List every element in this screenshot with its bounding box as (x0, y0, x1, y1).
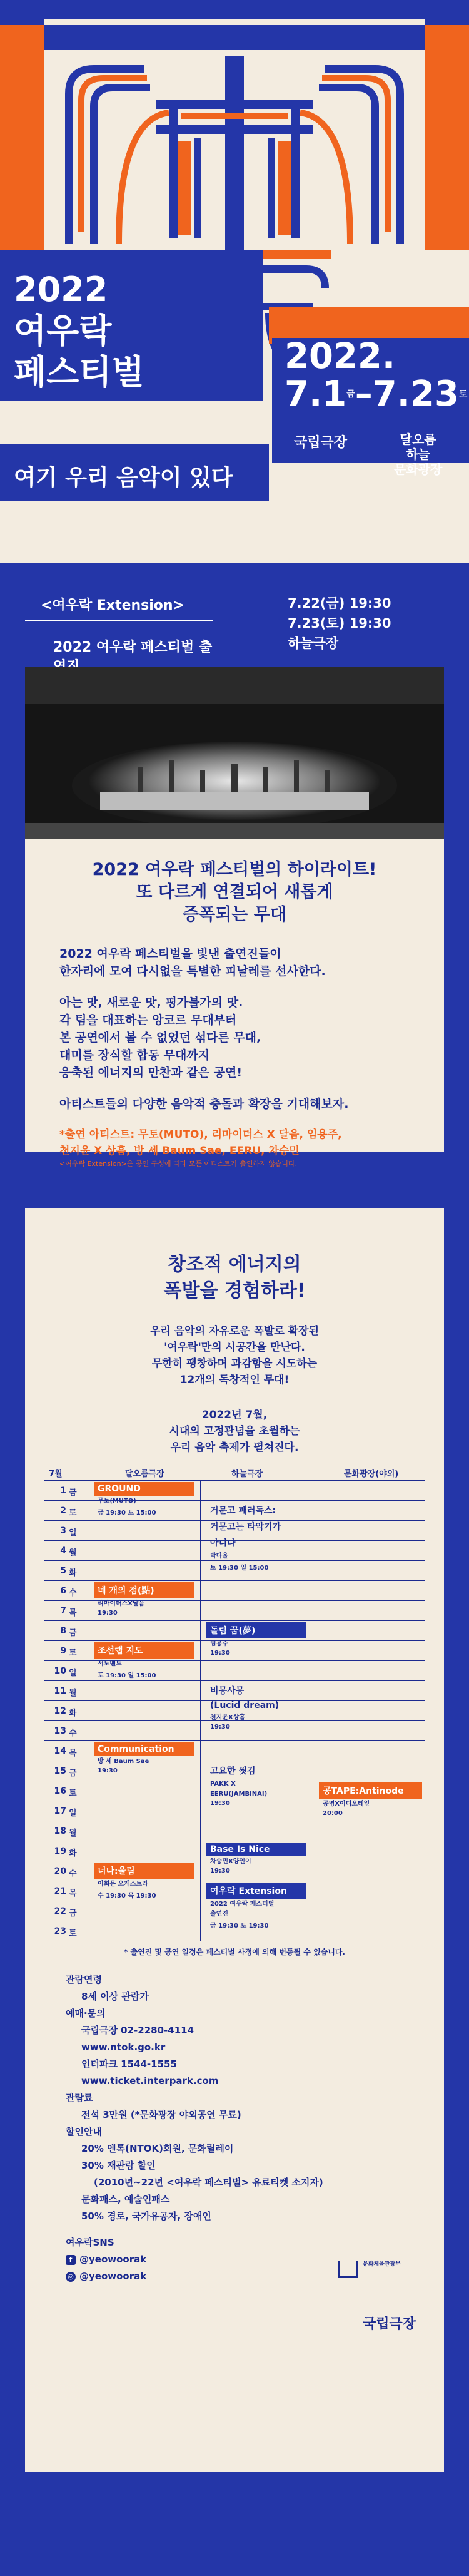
event-title: 네 개의 점(點) (94, 1582, 194, 1598)
discount-line: 문화패스, 예술인패스 (81, 2194, 170, 2205)
hero-section (0, 0, 469, 563)
event-artist: 무토(MUTO) (98, 1498, 136, 1505)
event-artist: PAKK X (210, 1781, 236, 1787)
event-time: 수 19:30 목 19:30 (98, 1893, 156, 1899)
national-theater-mark-icon (338, 2261, 358, 2278)
date-separator: – (355, 374, 373, 414)
text-line: 한자리에 모여 다시없을 특별한 피날레를 선사한다. (59, 964, 326, 978)
venue-main: 국립극장 (294, 435, 348, 451)
date-end-dow: 토 (458, 389, 468, 399)
day-of-week: 토 (69, 1789, 77, 1798)
event-base-is-nice[interactable] (206, 1843, 306, 1876)
day-of-week: 화 (69, 1568, 77, 1578)
hero-orange-right (425, 25, 469, 250)
text-line: 2022년 7월, (201, 1409, 268, 1421)
day-number: 10 (54, 1666, 66, 1676)
day-number: 9 (60, 1646, 66, 1656)
event-neona[interactable] (94, 1863, 194, 1901)
day-of-week: 화 (69, 1849, 77, 1858)
day-number: 23 (54, 1926, 66, 1936)
event-geomungo[interactable] (206, 1502, 306, 1573)
event-title: 고요한 씻김 (210, 1766, 256, 1776)
event-time: 19:30 (210, 1724, 230, 1730)
day-of-week: 금 (69, 1488, 77, 1498)
extension-title (25, 588, 213, 675)
facebook-icon: f (66, 2255, 76, 2265)
schedule-footnote: * 출연진 및 공연 일정은 페스티벌 사정에 의해 변동될 수 있습니다. (123, 1948, 345, 1956)
day-number: 6 (60, 1586, 66, 1596)
day-number: 12 (54, 1706, 66, 1716)
event-artist: 공명X이디오테잎 (323, 1801, 370, 1807)
text-line: '여우락'만의 시공간을 만난다. (164, 1341, 305, 1354)
day-of-week: 수 (69, 1729, 77, 1738)
text-line: 2022 여우락 페스티벌을 빛낸 출연진들이 (59, 947, 281, 961)
day-of-week: 수 (69, 1869, 77, 1878)
info-block (66, 1971, 403, 2225)
ticket-line: 국립극장 02-2280-4114 (81, 2025, 194, 2036)
date-year: 2022. (285, 336, 396, 377)
ticket-label: 예매·문의 (66, 2008, 106, 2019)
sns-label: 여우락SNS (66, 2237, 114, 2248)
event-artist: 2022 여우락 페스티벌 (210, 1901, 275, 1908)
event-four-points[interactable] (94, 1582, 194, 1618)
event-time: 토 19:30 일 15:00 (98, 1672, 156, 1679)
day-number: 8 (60, 1626, 66, 1636)
event-tape[interactable] (319, 1782, 422, 1818)
header-dal: 달오름극장 (125, 1469, 164, 1479)
event-title: 비몽사몽 (210, 1686, 245, 1696)
event-artist: 천지윤X상흠 (210, 1714, 246, 1721)
artist-line: *출연 아티스트: 무토(MUTO), 리마이더스 X 달음, 임용주, (59, 1128, 342, 1141)
date-start-dow: 금 (346, 389, 355, 399)
hero-orange-left (0, 25, 44, 250)
instagram-icon: ◎ (66, 2272, 76, 2282)
event-gogo[interactable] (206, 1762, 306, 1808)
festival-title (14, 269, 144, 393)
highlight-card (25, 839, 444, 1168)
day-of-week: 토 (69, 1929, 77, 1938)
event-artist: 이희문 오케스트라 (98, 1881, 148, 1888)
text-line: 본 공연에서 볼 수 없었던 섞다른 무대, (59, 1031, 261, 1045)
schedule-row (44, 1821, 425, 1841)
intro-desc2 (25, 1407, 444, 1456)
day-number: 3 (60, 1526, 66, 1536)
event-artist: 방 세 Baum Sae (98, 1758, 149, 1765)
title-year: 2022 (14, 270, 108, 309)
day-number: 17 (54, 1806, 66, 1816)
day-of-week: 토 (69, 1648, 77, 1658)
event-artist: 리마이더스X달음 (98, 1600, 145, 1607)
headline-line: 폭발을 경험하라! (163, 1280, 306, 1302)
event-title: Communication (94, 1742, 194, 1756)
discount-label: 할인안내 (66, 2126, 102, 2137)
day-of-week: 월 (69, 1829, 77, 1838)
event-artist: 박다울 (210, 1553, 228, 1560)
text-line: 각 팀을 대표하는 앙코르 무대부터 (59, 1013, 237, 1027)
event-ground[interactable] (94, 1482, 194, 1518)
artist-list (59, 1127, 410, 1159)
intro-headline (25, 1252, 444, 1304)
day-number: 18 (54, 1826, 66, 1836)
text-line: 시대의 고정관념을 초월하는 (169, 1425, 300, 1438)
headline-line: 또 다르게 연결되어 새롭게 (136, 882, 333, 902)
extension-date: 7.22(금) 19:30 (288, 596, 391, 611)
event-title: 거문고는 타악기가 (210, 1522, 281, 1532)
header-plaza: 문화광장(야외) (344, 1469, 399, 1479)
instagram-link[interactable] (66, 2268, 146, 2285)
event-artist: EERU(JAMBINAI) (210, 1791, 268, 1797)
extension-schedule (288, 593, 391, 653)
venue-list (394, 432, 442, 477)
event-title: GROUND (94, 1482, 194, 1496)
header-haneul: 하늘극장 (231, 1469, 263, 1479)
day-of-week: 토 (69, 1508, 77, 1518)
title-name: 여우락 (14, 311, 112, 350)
event-artist: 차승민X양인이 (210, 1858, 251, 1865)
event-time: 19:30 (98, 1767, 118, 1774)
event-communication[interactable] (94, 1742, 194, 1776)
extension-venue: 하늘극장 (288, 636, 339, 651)
day-of-week: 화 (69, 1709, 77, 1718)
day-of-week: 목 (69, 1749, 77, 1758)
day-of-week: 일 (69, 1528, 77, 1538)
age-value: 8세 이상 관람가 (81, 1991, 149, 2002)
headline-line: 창조적 에너지의 (168, 1254, 301, 1275)
event-time: 19:30 (210, 1800, 230, 1807)
price-value: 전석 3만원 (*문화광장 야외공연 무료) (81, 2109, 241, 2120)
event-joseon-map[interactable] (94, 1642, 194, 1680)
facebook-handle: @yeowoorak (79, 2254, 147, 2265)
event-time: 19:30 (210, 1868, 230, 1874)
text-line: 아는 맛, 새로운 맛, 평가불가의 맛. (59, 996, 243, 1009)
sns-block (66, 2234, 146, 2285)
discount-line: 20% 엔톡(NTOK)회원, 문화릴레이 (81, 2143, 234, 2154)
ticket-link[interactable]: www.ntok.go.kr (81, 2042, 166, 2053)
event-lucid-dream[interactable] (206, 1682, 306, 1732)
venue-item: 달오름 (400, 432, 436, 447)
schedule-header (44, 1464, 425, 1481)
extension-tag: <여우락 Extension> (25, 588, 213, 621)
text-line: 우리 음악 축제가 펼쳐진다. (170, 1441, 299, 1454)
slogan: 여기 우리 음악이 있다 (14, 465, 233, 491)
day-number: 14 (54, 1746, 66, 1756)
event-title: 공TAPE:Antinode (319, 1782, 422, 1799)
price-label: 관람료 (66, 2092, 93, 2103)
headline-line: 2022 여우락 페스티벌의 하이라이트! (92, 860, 377, 879)
event-time: 19:30 (210, 1650, 230, 1657)
artist-note: <여우락 Extension>은 공연 구성에 따라 모든 아티스트가 출연하지 않습니다. (59, 1160, 298, 1168)
day-of-week: 수 (69, 1588, 77, 1598)
event-title: 여우락 Extension (206, 1883, 306, 1899)
event-title: 아니다 (210, 1538, 236, 1548)
day-number: 4 (60, 1546, 66, 1556)
day-of-week: 월 (69, 1548, 77, 1558)
day-number: 19 (54, 1846, 66, 1856)
event-title: 조선랩 지도 (94, 1642, 194, 1659)
org-name: 국립극장 (363, 2316, 416, 2332)
event-title: 너나:울림 (94, 1863, 194, 1879)
discount-line: (2010년~22년 <여우락 페스티벌> 유료티켓 소지자) (94, 2177, 323, 2188)
intro-block (25, 1208, 444, 1456)
discount-line: 50% 경로, 국가유공자, 장애인 (81, 2211, 211, 2222)
day-of-week: 금 (69, 1628, 77, 1638)
highlight-p1 (59, 945, 410, 980)
day-number: 2 (60, 1506, 66, 1516)
day-of-week: 목 (69, 1608, 77, 1618)
day-of-week: 금 (69, 1769, 77, 1778)
day-of-week: 목 (69, 1889, 77, 1898)
schedule-section (25, 1208, 444, 2472)
text-line: 무한히 팽창하며 과감함을 시도하는 (151, 1357, 318, 1370)
facebook-link[interactable] (66, 2251, 146, 2268)
day-number: 5 (60, 1566, 66, 1576)
day-number: 20 (54, 1866, 66, 1876)
day-number: 13 (54, 1726, 66, 1736)
event-artist: 임용주 (210, 1640, 228, 1647)
highlight-headline (59, 859, 410, 926)
day-of-week: 일 (69, 1809, 77, 1818)
event-title: (Lucid dream) (210, 1700, 280, 1710)
day-number: 21 (54, 1886, 66, 1896)
discount-line: 30% 재관람 할인 (81, 2160, 156, 2171)
extension-subtitle: 2022 여우락 페스티벌 출 (53, 640, 213, 655)
event-time: 금 19:30 토 19:30 (210, 1923, 269, 1929)
ticket-line: 인터파크 1544-1555 (81, 2058, 177, 2070)
event-title: Base Is Nice (206, 1843, 306, 1856)
intro-desc (25, 1323, 444, 1388)
text-line: 대미를 장식할 합동 무대까지 (59, 1048, 210, 1062)
highlight-p3: 아티스트들의 다양한 음악적 충돌과 확장을 기대해보자. (59, 1097, 349, 1111)
org-logo (363, 2259, 416, 2338)
event-time: 20:00 (323, 1810, 343, 1817)
day-number: 16 (54, 1786, 66, 1796)
day-number: 7 (60, 1606, 66, 1616)
day-number: 1 (60, 1486, 66, 1496)
header-month: 7월 (49, 1469, 63, 1479)
date-end: 7.23 (372, 374, 459, 414)
event-time: 19:30 (98, 1610, 118, 1617)
text-line: 응축된 에너지의 만찬과 같은 공연! (59, 1066, 243, 1080)
extension-date: 7.23(토) 19:30 (288, 616, 391, 631)
day-number: 15 (54, 1766, 66, 1776)
event-title: 돌림 꿈(夢) (206, 1622, 306, 1638)
day-number: 11 (54, 1686, 66, 1696)
event-time: 금 19:30 토 15:00 (98, 1510, 156, 1516)
venue-item: 하늘 (406, 447, 430, 462)
event-title: 거문고 패러독스: (210, 1506, 276, 1516)
event-artist: 출연진 (210, 1911, 228, 1918)
event-doll-dream[interactable] (206, 1622, 306, 1658)
date-start: 7.1 (285, 374, 347, 414)
festival-dates (285, 338, 467, 413)
headline-line: 증폭되는 무대 (183, 905, 286, 924)
day-of-week: 일 (69, 1669, 77, 1678)
day-number: 22 (54, 1906, 66, 1916)
title-festival: 페스티벌 (14, 352, 144, 392)
event-extension[interactable] (206, 1883, 306, 1931)
instagram-handle: @yeowoorak (79, 2271, 147, 2282)
event-time: 토 19:30 일 15:00 (210, 1565, 269, 1572)
text-line: 12개의 독창적인 무대! (179, 1374, 290, 1386)
org-ministry: 문화체육관광부 (363, 2261, 401, 2267)
artist-line: 천지윤 X 상흠, 방 세 Baum Sae, EERU, 차승민 (59, 1145, 300, 1157)
event-artist: 서도밴드 (98, 1660, 122, 1667)
day-of-week: 월 (69, 1689, 77, 1698)
text-line: 우리 음악의 자유로운 폭발로 확장된 (149, 1325, 319, 1337)
venue-item: 문화광장 (394, 462, 443, 477)
highlight-p2 (59, 994, 410, 1081)
schedule-table (44, 1464, 425, 1941)
ticket-link[interactable]: www.ticket.interpark.com (81, 2075, 219, 2087)
age-label: 관람연령 (66, 1974, 102, 1985)
day-of-week: 금 (69, 1909, 77, 1918)
